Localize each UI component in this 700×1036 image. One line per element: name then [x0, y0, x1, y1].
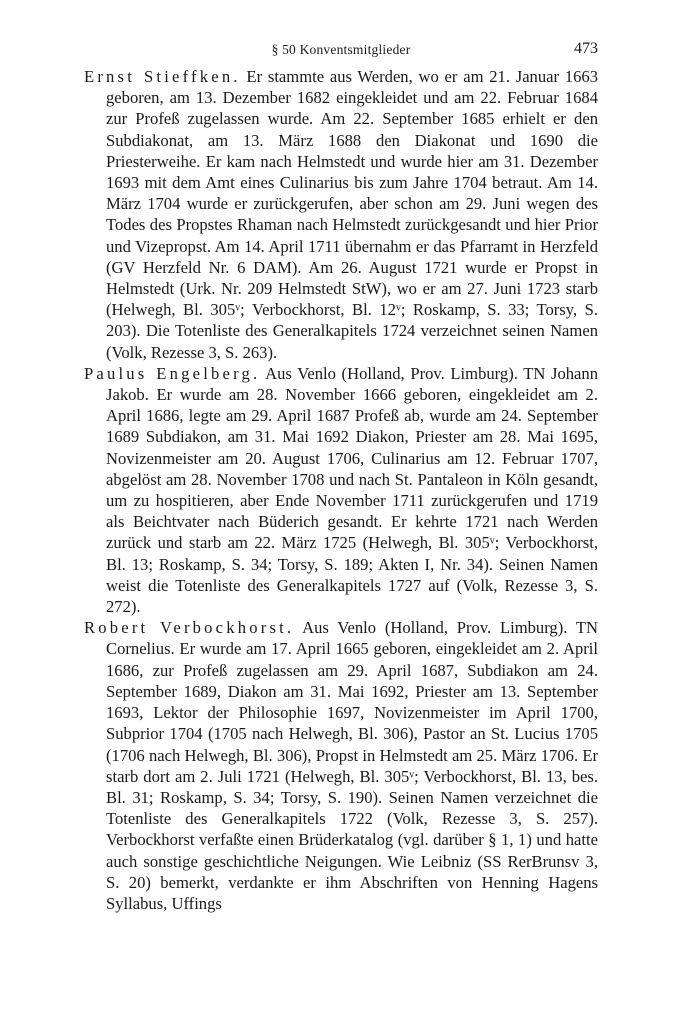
entry-name: Ernst Stieffken. — [84, 67, 241, 86]
running-head — [84, 40, 598, 66]
entry-ernst-stieffken — [84, 66, 598, 363]
page-number: 473 — [574, 40, 598, 57]
book-page — [84, 40, 598, 914]
entry-robert-verbockhorst — [84, 617, 598, 914]
entry-text: Aus Venlo (Holland, Prov. Limburg). TN Johann Jakob. Er wurde am 28. November 1666 geboren, eingekleidet am 2. April 1686, legte am 29. April 1687 Profeß ab, wurde am 24. September 1689 Subdiakon, am 31. Mai 1692 Diakon, Priester am 28. Mai 1695, Novizenmeister am 20. August 1706, Culinarius am 12. Februar 1707, abgelöst am 28. November 1708 und nach St. Pantaleon in Köln gesandt, um zu hospitieren, aber Ende November 1711 zurückgerufen und 1719 als Beichtvater nach Büderich gesandt. Er kehrte 1721 nach Werden zurück und starb am 22. März 1725 (Helwegh, Bl. 305ᵛ; Verbockhorst, Bl. 13; Roskamp, S. 34; Torsy, S. 189; Akten I, Nr. 34). Seinen Namen weist die Totenliste des Generalkapitels 1727 auf (Volk, Rezesse 3, S. 272). — [106, 363, 599, 617]
section-title: § 50 Konventsmitglieder — [271, 42, 411, 57]
entry-name: Paulus Engelberg. — [84, 363, 261, 383]
entry-text: Er stammte aus Werden, wo er am 21. Januar 1663 geboren, am 13. Dezember 1682 eingekleidet und am 22. Februar 1684 zur Profeß zugelassen wurde. Am 22. September 1685 erhielt er den Subdiakonat, am 13. März 1688 den Diakonat und 1690 die Priesterweihe. Er kam nach Helmstedt und wurde hier am 31. Dezember 1693 mit dem Amt eines Culinarius bis zum Jahre 1704 betraut. Am 14. März 1704 wurde er zurückgerufen, aber schon am 29. Juni wegen des Todes des Propstes Rhaman nach Helmstedt zurückgesandt und hier Prior und Vizepropst. Am 14. April 1711 übernahm er das Pfarramt in Herzfeld (GV Herzfeld Nr. 6 DAM). Am 26. August 1721 wurde er Propst in Helmstedt (Urk. Nr. 209 Helmstedt StW), wo er am 27. Juni 1723 starb (Helwegh, Bl. 305ᵛ; Verbockhorst, Bl. 12ᵛ; Roskamp, S. 33; Torsy, S. 203). Die Totenliste des Generalkapitels 1724 verzeichnet seinen Namen (Volk, Rezesse 3, S. 263). — [106, 67, 598, 362]
entry-text: Aus Venlo (Holland, Prov. Limburg). TN Cornelius. Er wurde am 17. April 1665 geboren, eingekleidet am 2. April 1686, zur Profeß zugelassen am 29. April 1687, Subdiakon am 24. September 1689, Diakon am 31. Mai 1692, Priester am 13. September 1693, Lektor der Philosophie 1697, Novizenmeister im April 1700, Subprior 1704 (1705 nach Helwegh, Bl. 306), Pastor an St. Lucius 1705 (1706 nach Helwegh, Bl. 306), Propst in Helmstedt am 25. März 1706. Er starb dort am 2. Juli 1721 (Helwegh, Bl. 305ᵛ; Verbockhorst, Bl. 13, bes. Bl. 31; Roskamp, S. 34; Torsy, S. 190). Seinen Namen verzeichnet die Totenliste des Generalkapitels 1722 (Volk, Rezesse 3, S. 257). Verbockhorst verfaßte einen Brüderkatalog (vgl. darüber § 1, 1) und hatte auch sonstige geschichtliche Neigungen. Wie Leibniz (SS RerBrunsv 3, S. 20) bemerkt, verdankte er ihm Abschriften von Henning Hagens Syllabus, Uffings — [106, 618, 599, 913]
entry-name: Robert Verbockhorst. — [84, 618, 295, 638]
entry-paulus-engelberg — [84, 363, 598, 617]
